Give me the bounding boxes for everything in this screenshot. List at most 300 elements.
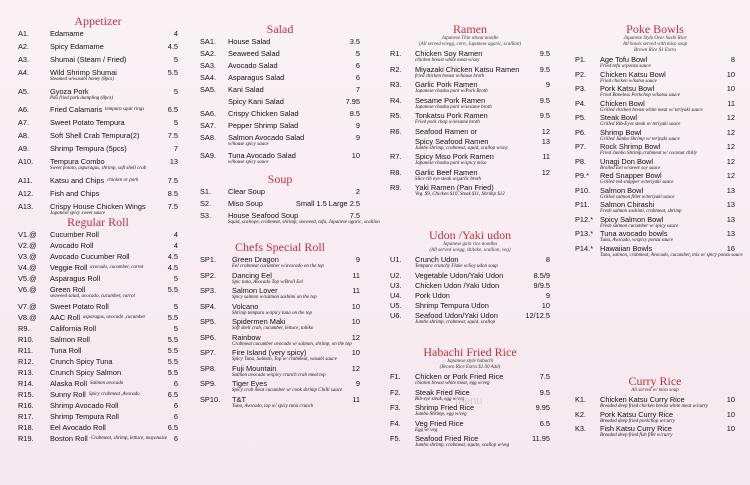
item-name: Green Dragon xyxy=(232,255,279,264)
item-price: 10 xyxy=(351,150,360,160)
item-price: 12 xyxy=(541,167,550,177)
item-name: Kani Salad xyxy=(228,85,264,94)
chefs-special-section xyxy=(200,240,360,411)
item-description: w/house spicy sauce xyxy=(228,142,269,147)
item-code: R7. xyxy=(390,152,402,161)
section-subtitle2: (All served w/egg, shitake, scallion, veg) xyxy=(429,248,511,253)
item-name: Chicken Udon /Yaki Udon xyxy=(415,280,500,290)
menu-item xyxy=(390,50,550,64)
menu-item xyxy=(200,380,360,394)
item-name: Sesame Pork Ramen xyxy=(415,95,486,105)
menu-item xyxy=(18,347,178,355)
item-description: Fresh salmon cucumber w/ spicy sauce xyxy=(600,223,679,229)
item-price: 5 xyxy=(173,301,178,311)
item-name: Pork Katsu Bowl xyxy=(600,84,655,93)
item-name: California Roll xyxy=(50,323,97,333)
menu-item xyxy=(390,184,550,198)
item-name: Pork Udon xyxy=(415,290,450,300)
menu-item xyxy=(390,435,550,449)
regular-roll-section xyxy=(18,215,178,446)
item-price: 9.5 xyxy=(539,49,550,58)
item-code: SP10. xyxy=(200,394,221,404)
menu-item xyxy=(575,85,735,99)
item-code: SP6. xyxy=(200,332,217,342)
item-price: 7 xyxy=(173,144,178,153)
item-code: A6. xyxy=(18,105,30,114)
item-name: Chicken Katsu Curry Rice xyxy=(600,395,685,404)
menu-item xyxy=(18,56,178,64)
item-price: 3.5 xyxy=(349,37,360,46)
item-name: Veggie Roll xyxy=(50,263,88,272)
item-code: SA2. xyxy=(200,49,217,58)
item-price: 16 xyxy=(726,243,735,253)
item-price: 8 xyxy=(545,255,550,264)
item-description: Japanese chashu pork w/sesame broth xyxy=(415,104,492,110)
item-price: 7.5 xyxy=(167,131,178,140)
column-3 xyxy=(390,0,550,485)
item-name: Salmon Lover xyxy=(232,286,278,295)
item-price: 9.5 xyxy=(539,64,550,74)
item-name: Spicy Salmon Bowl xyxy=(600,214,664,224)
item-code: SP7. xyxy=(200,348,217,357)
item-price: 11 xyxy=(352,394,360,404)
item-code: R4. xyxy=(390,95,402,105)
item-price: 12/12.5 xyxy=(525,310,550,320)
item-name: Shrimp Tempura Roll xyxy=(50,411,119,421)
item-description: Spicy crab meat cucumber w/ cook shrimp Chilli sauce xyxy=(232,388,343,393)
item-name: Eel Avocado Roll xyxy=(50,422,106,432)
item-description: Tuna, Avocado, w/spicy ponzu sauce xyxy=(600,238,673,243)
item-code: SA1. xyxy=(200,37,217,46)
menu-item xyxy=(390,112,550,126)
section-title: Curry Rice xyxy=(628,374,682,388)
item-price: 13 xyxy=(169,157,178,166)
item-price: Small 1.5 Large 2.5 xyxy=(295,199,360,208)
item-price: 8.5 xyxy=(167,188,178,198)
item-price: 4.5 xyxy=(167,252,178,261)
menu-item xyxy=(18,203,178,217)
menu-item xyxy=(200,86,360,94)
column-4 xyxy=(575,0,743,485)
item-name: Alaska Roll xyxy=(50,378,87,388)
item-price: 10 xyxy=(726,84,735,93)
item-price: 6.5 xyxy=(167,389,178,399)
menu-item xyxy=(390,153,550,167)
item-code: V4.@ xyxy=(18,263,37,272)
item-price: 5 xyxy=(173,118,178,127)
menu-item xyxy=(18,253,178,261)
item-code: R16. xyxy=(18,400,34,410)
item-code: SA8. xyxy=(200,133,217,142)
item-price: 13 xyxy=(541,136,550,146)
item-price: 9 xyxy=(355,121,360,130)
item-name: Shrimp Tempura (5pcs) xyxy=(50,144,127,153)
item-name: Garlic Pork Ramen xyxy=(415,80,478,89)
item-code: P9.* xyxy=(575,171,589,180)
item-description: Fried chicken w/katsu sauce xyxy=(600,78,657,84)
item-code: A2. xyxy=(18,42,30,51)
item-code: P3. xyxy=(575,84,587,93)
item-price: 8.5/9 xyxy=(533,270,550,280)
item-name: Spicy Seafood Ramen xyxy=(415,136,489,146)
menu-item xyxy=(200,200,360,208)
item-name: Tiger Eyes xyxy=(232,379,268,388)
item-code: R19. xyxy=(18,433,34,443)
item-code: SP1. xyxy=(200,255,217,264)
section-title: Poke Bowls xyxy=(626,22,684,36)
item-price: 10 xyxy=(726,69,735,79)
item-name: Clear Soup xyxy=(228,187,265,196)
item-price: 12 xyxy=(726,142,735,151)
menu-item xyxy=(200,287,360,301)
item-price: 7.5 xyxy=(167,175,178,185)
menu-item xyxy=(200,318,360,332)
soup-section xyxy=(200,172,380,230)
section-title: Soup xyxy=(267,172,293,186)
section-title: Ramen xyxy=(453,22,487,36)
item-code: V7.@ xyxy=(18,301,37,311)
menu-item xyxy=(18,242,178,250)
item-description: seaweed salad, avocado, cucumber, carrot xyxy=(50,294,135,299)
item-code: V5.@ xyxy=(18,274,37,283)
item-name: Soft Shell Crab Tempura(2) xyxy=(50,131,140,140)
item-name: Avocado Cucumber Roll xyxy=(50,252,130,261)
item-price: 6 xyxy=(173,411,178,421)
menu-item xyxy=(18,286,178,300)
item-code: A7. xyxy=(18,118,30,127)
section-title: Appetizer xyxy=(74,14,122,28)
item-description: Egg w/ veg xyxy=(415,427,438,433)
item-name: Crispy Chicken Salad xyxy=(228,109,299,118)
item-description: Crabmeat cucumber avocado w/ salmon, shrimp, on the top xyxy=(232,341,352,347)
section-subtitle3: Brown Rice $1 Extra xyxy=(634,48,676,53)
item-price: 6.5 xyxy=(167,105,178,114)
item-name: Spicy Kani Salad xyxy=(228,97,284,106)
item-name: Spicy Edamame xyxy=(50,42,104,51)
item-name: Dancing Eel xyxy=(232,270,272,280)
item-name: Miyazaki Chicken Katsu Ramen xyxy=(415,64,520,74)
item-name: Cucumber Roll xyxy=(50,230,99,239)
menu-item xyxy=(18,402,178,410)
item-description: Rib-eye steak, egg w/veg xyxy=(415,396,465,402)
item-code: A13. xyxy=(18,201,34,211)
watermark: menu xyxy=(455,395,483,407)
menu-item xyxy=(200,152,360,166)
item-name: Shrimp Bowl xyxy=(600,127,642,137)
item-code: A1. xyxy=(18,29,30,38)
item-price: 9 xyxy=(545,290,550,300)
udon-section xyxy=(390,228,550,327)
item-name: Shrimp Fried Rice xyxy=(415,403,475,412)
item-description: Fried tofu w/ponzu sauce xyxy=(600,64,651,69)
item-description: avocado, cucumber, carrot xyxy=(90,265,144,270)
item-name: Avocado Roll xyxy=(50,241,94,250)
section-title: Chefs Special Roll xyxy=(235,240,325,254)
item-code: F1. xyxy=(390,372,401,381)
item-description: Tuna, Avocado, top w/ spicy tuna crunch xyxy=(232,403,314,409)
item-code: SP2. xyxy=(200,270,217,280)
item-price: 5.5 xyxy=(167,68,178,77)
item-name: AAC Roll xyxy=(50,312,80,322)
item-code: SA5. xyxy=(200,85,217,94)
item-price: 5.5 xyxy=(167,345,178,355)
item-name: Seaweed Salad xyxy=(228,49,280,58)
menu-item xyxy=(390,256,550,270)
section-title: Habachi Fried Rice xyxy=(423,345,517,359)
item-price: 9 xyxy=(355,255,360,264)
item-name: Fuji Mountain xyxy=(232,363,277,373)
item-name: Hawaiian Bowls xyxy=(600,243,653,253)
item-description: Tuna, salmon, crabmeat, Avocado, cucumber, mix w/ spicy ponzu sauce xyxy=(600,252,743,258)
item-price: 6.5 xyxy=(539,418,550,428)
item-code: R13. xyxy=(18,367,34,377)
section-subtitle: Japanese Style Over Sushi Rice xyxy=(623,36,687,41)
item-code: R2. xyxy=(390,64,402,74)
item-price: 9 xyxy=(545,80,550,89)
item-description: chicken or pork xyxy=(107,177,139,183)
menu-item xyxy=(575,425,735,439)
item-description: Crabmeat, shrimp, lettuce, mayonaise xyxy=(91,435,168,441)
menu-item xyxy=(200,396,360,410)
item-price: 9.95 xyxy=(535,403,550,412)
salad-section xyxy=(200,22,360,169)
item-price: 12 xyxy=(726,113,735,122)
item-code: P10. xyxy=(575,185,591,195)
item-code: R3. xyxy=(390,80,402,89)
item-name: Volcano xyxy=(232,301,259,311)
menu-item xyxy=(575,71,735,85)
menu-item xyxy=(200,349,360,363)
menu-item xyxy=(18,358,178,366)
item-description: Breaded deep fried chicken breast white meat w/curry xyxy=(600,404,709,409)
menu-item xyxy=(18,275,178,283)
item-code: A5. xyxy=(18,86,30,96)
item-price: 5.5 xyxy=(167,334,178,344)
menu-item xyxy=(390,81,550,95)
item-price: 8.5 xyxy=(349,109,360,118)
item-description: Eel crabmeat cucumber w/avocado on the top xyxy=(232,264,324,269)
item-description: tempura squit rings xyxy=(105,107,145,112)
item-price: 12 xyxy=(726,127,735,137)
item-name: Boston Roll xyxy=(50,433,88,443)
item-code: SA4. xyxy=(200,73,217,82)
item-name: Salmon Avocado Salad xyxy=(228,133,305,142)
item-name: Garlic Beef Ramen xyxy=(415,167,478,177)
menu-item xyxy=(575,243,743,259)
menu-item xyxy=(390,169,550,183)
item-price: 9 xyxy=(355,379,360,388)
section-title: Regular Roll xyxy=(67,215,129,229)
item-name: Tuna avocado bowls xyxy=(600,229,668,238)
item-code: SP8. xyxy=(200,363,217,373)
item-description: Spicy Tuna, Salmon, Top w/ crabmeat, wasabi sauce xyxy=(232,357,337,362)
item-price: 10 xyxy=(351,317,360,326)
section-title: Udon /Yaki udon xyxy=(428,228,512,242)
menu-item xyxy=(200,98,360,106)
menu-item xyxy=(18,43,178,51)
item-code: U6. xyxy=(390,310,402,320)
item-price: 13 xyxy=(726,185,735,195)
menu-item xyxy=(390,97,550,111)
item-description: Sweet potato, asparagus, shrimp, soft shell crab xyxy=(50,166,147,171)
item-code: K1. xyxy=(575,395,587,404)
item-code: R18. xyxy=(18,422,34,432)
item-name: Crunch Udon xyxy=(415,255,459,264)
item-description: Jumbo shrimp, crabmeat, squid, scallop xyxy=(415,319,496,325)
menu-item xyxy=(18,30,178,38)
menu-item xyxy=(200,188,360,196)
item-description: Breaded deep fried fish filet w/curry xyxy=(600,433,673,438)
item-code: R1. xyxy=(390,49,402,58)
item-code: P12.* xyxy=(575,214,594,224)
menu-item xyxy=(390,373,550,387)
item-name: Tempura Combo xyxy=(50,157,105,166)
menu-item xyxy=(200,211,380,226)
item-price: 9/9.5 xyxy=(533,280,550,290)
item-name: Age Tofu Bowl xyxy=(600,55,648,64)
item-code: R10. xyxy=(18,334,34,344)
appetizer-section xyxy=(18,14,178,221)
poke-bowls-section xyxy=(575,22,743,259)
item-price: 12 xyxy=(351,332,360,342)
item-name: Vegetable Udon/Yaki Udon xyxy=(415,270,504,280)
item-code: P4. xyxy=(575,98,587,108)
menu-item xyxy=(575,56,735,70)
item-name: Asparagus Salad xyxy=(228,73,285,82)
menu-item xyxy=(390,272,550,280)
menu-item xyxy=(200,50,360,58)
item-description: Japanese spicy sweet sauce xyxy=(50,210,106,216)
item-name: Salmon Bowl xyxy=(600,185,644,195)
item-price: 5.5 xyxy=(167,356,178,366)
item-code: SP9. xyxy=(200,379,217,388)
menu-item xyxy=(390,302,550,310)
item-price: 5.5 xyxy=(167,312,178,322)
item-name: Miso Soup xyxy=(228,199,263,208)
menu-item xyxy=(18,314,178,322)
item-code: SA7. xyxy=(200,121,217,130)
item-code: P7. xyxy=(575,142,587,151)
menu-item xyxy=(200,365,360,379)
item-code: V2.@ xyxy=(18,241,37,250)
menu-item xyxy=(200,256,360,270)
item-name: Crunch Spicy Salmon xyxy=(50,367,122,377)
item-name: Edamame xyxy=(50,29,84,38)
menu-item xyxy=(18,435,178,443)
item-description: Fried pork chop w/sesame broth xyxy=(415,120,480,125)
item-price: 7.5 xyxy=(349,211,360,220)
menu-item xyxy=(390,292,550,300)
item-code: F3. xyxy=(390,403,401,412)
item-code: P1. xyxy=(575,55,587,64)
item-name: Steak Fried Rice xyxy=(415,387,470,397)
item-description: Tempura crunchy Flake w/Soy udon soup xyxy=(415,264,498,269)
item-code: R17. xyxy=(18,411,34,421)
item-name: Seafood Ramen or xyxy=(415,126,478,136)
item-name: Tuna Roll xyxy=(50,345,82,355)
item-description: Pda fried pork dumpling (8pcs) xyxy=(50,95,114,101)
item-price: 6 xyxy=(355,73,360,82)
item-description: Fried Boneless Porkchop w/katsu sauce xyxy=(600,93,680,98)
item-price: 4 xyxy=(173,230,178,239)
item-code: P11. xyxy=(575,200,590,209)
item-description: fried chicken breast w/house broth xyxy=(415,73,485,79)
menu-item xyxy=(575,143,735,157)
menu-item xyxy=(390,312,550,326)
item-price: 11 xyxy=(727,98,735,108)
item-name: Fire Island (very spicy) xyxy=(232,348,307,357)
item-name: Rock Shrimp Bowl xyxy=(600,142,661,151)
item-description: Grilled Rib-Eyes steak w/ teriyaki sauce xyxy=(600,122,681,127)
item-description: Fried Jumbo Shrimp,crabmeat w/ coconut chilly xyxy=(600,151,697,156)
item-code: V6.@ xyxy=(18,285,37,294)
item-description: Slice rib eye steak w/garlic broth xyxy=(415,176,482,182)
item-description: Jumbo Shrimp, egg w/veg xyxy=(415,412,467,417)
item-code: U3. xyxy=(390,280,402,290)
menu-item xyxy=(18,88,178,102)
item-code: K3. xyxy=(575,424,587,433)
item-code: P14.* xyxy=(575,243,594,253)
item-description: Grilled chicken breast white meat w/ teriyaki sauce xyxy=(600,107,703,113)
menu-item xyxy=(575,158,735,172)
item-code: S2. xyxy=(200,199,212,208)
item-description: Jumbo shrimp, crabmeat, squid, scallop w/soy xyxy=(415,145,508,151)
item-name: Tonkatsu Pork Ramen xyxy=(415,111,488,120)
item-name: Fish Katsu Curry Rice xyxy=(600,424,672,433)
menu-item xyxy=(575,100,735,114)
item-name: Chicken Soy Ramen xyxy=(415,49,483,58)
item-price: 4 xyxy=(173,241,178,250)
item-code: V1.@ xyxy=(18,230,37,239)
menu-item xyxy=(390,128,550,136)
section-subtitle: All served w/ miso soup xyxy=(631,388,679,393)
item-code: A8. xyxy=(18,131,30,140)
item-code: U2. xyxy=(390,270,402,280)
item-price: 5.5 xyxy=(167,285,178,294)
item-code: SP4. xyxy=(200,301,217,311)
item-name: Avocado Salad xyxy=(228,61,278,70)
item-code: SA6. xyxy=(200,109,217,118)
item-price: 12 xyxy=(541,126,550,136)
menu-item xyxy=(575,172,735,186)
item-price: 6.5 xyxy=(167,422,178,432)
item-name: Rainbow xyxy=(232,332,261,342)
item-price: 9 xyxy=(355,133,360,142)
menu-item xyxy=(18,177,178,185)
item-description: Fresh salmon sashimi, crabmeat, shrimp xyxy=(600,209,682,214)
menu-item xyxy=(575,396,735,410)
item-code: A4. xyxy=(18,68,30,77)
item-code: S3. xyxy=(200,211,212,220)
section-subtitle: Japanese Thin wheat noodle xyxy=(441,36,499,41)
item-name: Gyoza Pork xyxy=(50,86,89,96)
item-price: 10 xyxy=(726,409,735,419)
item-name: Chicken Bowl xyxy=(600,98,645,108)
item-name: Salmon Roll xyxy=(50,334,90,344)
item-price: 13 xyxy=(726,229,735,238)
menu-item xyxy=(200,122,360,130)
item-code: R5. xyxy=(390,111,402,120)
item-price: 9.5 xyxy=(539,111,550,120)
item-description: Broiled Eel w/sweet soy sauce xyxy=(600,165,661,171)
menu-item xyxy=(18,119,178,127)
item-price: 6 xyxy=(173,400,178,410)
item-description: Steamed w/wasabi honey (8pcs) xyxy=(50,77,115,82)
menu-item xyxy=(200,134,360,148)
item-name: Katsu and Chips xyxy=(50,175,105,185)
item-name: T&T xyxy=(232,394,246,404)
item-price: 13 xyxy=(726,200,735,209)
